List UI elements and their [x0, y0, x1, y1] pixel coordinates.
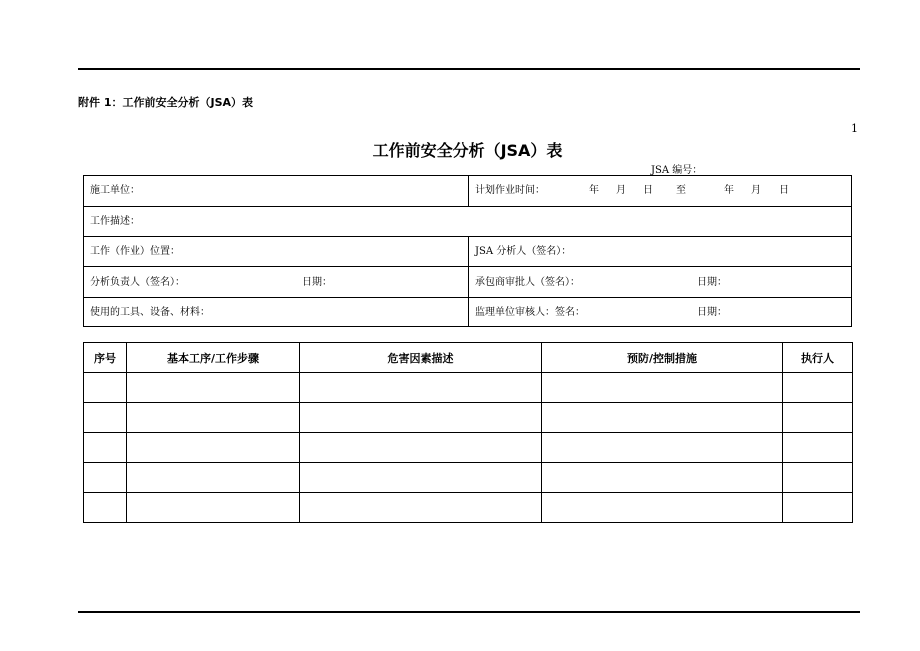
- contractor-date-label: 日期：: [697, 277, 727, 288]
- end-year-label: 年: [724, 185, 734, 196]
- table-cell[interactable]: [84, 403, 127, 433]
- table-cell[interactable]: [783, 373, 853, 403]
- plan-time-label: 计划作业时间：: [475, 185, 545, 196]
- top-rule: [78, 68, 860, 70]
- attachment-label: 附件 1：工作前安全分析（JSA）表: [78, 96, 254, 109]
- table-cell[interactable]: [300, 373, 542, 403]
- info-row-unit: [84, 176, 851, 207]
- table-cell[interactable]: [783, 403, 853, 433]
- col-header-hazard: 危害因素描述: [300, 343, 542, 373]
- end-month-label: 月: [751, 185, 761, 196]
- col-header-step: 基本工序/工作步骤: [127, 343, 300, 373]
- table-cell[interactable]: [783, 433, 853, 463]
- table-cell[interactable]: [127, 373, 300, 403]
- col-header-executor: 执行人: [783, 343, 853, 373]
- table-row: [84, 373, 853, 403]
- table-cell[interactable]: [127, 463, 300, 493]
- table-cell[interactable]: [783, 463, 853, 493]
- steps-table: [83, 342, 853, 523]
- table-cell[interactable]: [783, 493, 853, 523]
- info-table: [83, 175, 852, 327]
- table-cell[interactable]: [542, 433, 783, 463]
- table-cell[interactable]: [542, 403, 783, 433]
- description-label: 工作描述：: [90, 216, 140, 227]
- table-cell[interactable]: [300, 463, 542, 493]
- jsa-number-label: JSA 编号：: [651, 165, 703, 176]
- to-label: 至: [676, 185, 686, 196]
- page-title: 工作前安全分析（JSA）表: [372, 141, 563, 160]
- table-cell[interactable]: [84, 433, 127, 463]
- table-cell[interactable]: [300, 433, 542, 463]
- table-cell[interactable]: [300, 493, 542, 523]
- end-day-label: 日: [779, 185, 789, 196]
- table-cell[interactable]: [127, 433, 300, 463]
- col-header-control: 预防/控制措施: [542, 343, 783, 373]
- table-cell[interactable]: [300, 403, 542, 433]
- start-day-label: 日: [643, 185, 653, 196]
- table-cell[interactable]: [542, 373, 783, 403]
- table-cell[interactable]: [84, 373, 127, 403]
- start-month-label: 月: [616, 185, 626, 196]
- analyst-label: JSA 分析人（签名）：: [475, 246, 572, 257]
- steps-header-row: [84, 343, 853, 373]
- contractor-label: 承包商审批人（签名）：: [475, 277, 580, 288]
- table-cell[interactable]: [542, 493, 783, 523]
- table-cell[interactable]: [542, 463, 783, 493]
- info-row-approval: [84, 267, 851, 298]
- table-cell[interactable]: [84, 493, 127, 523]
- table-row: [84, 493, 853, 523]
- table-cell[interactable]: [127, 403, 300, 433]
- table-row: [84, 403, 853, 433]
- info-row-tools: [84, 298, 851, 327]
- info-row-location: [84, 237, 851, 267]
- location-label: 工作（作业）位置：: [90, 246, 180, 257]
- info-row-description: [84, 207, 851, 237]
- bottom-rule: [78, 611, 860, 613]
- col-header-number: 序号: [84, 343, 127, 373]
- table-row: [84, 433, 853, 463]
- start-year-label: 年: [589, 185, 599, 196]
- supervisor-date-label: 日期：: [697, 307, 727, 318]
- table-cell[interactable]: [127, 493, 300, 523]
- unit-label: 施工单位：: [90, 185, 140, 196]
- responsible-date-label: 日期：: [302, 277, 332, 288]
- table-row: [84, 463, 853, 493]
- supervisor-label: 监理单位审核人：签名：: [475, 307, 585, 318]
- responsible-label: 分析负责人（签名）：: [90, 277, 185, 288]
- page-number: 1: [851, 122, 858, 135]
- table-cell[interactable]: [84, 463, 127, 493]
- tools-label: 使用的工具、设备、材料：: [90, 307, 210, 318]
